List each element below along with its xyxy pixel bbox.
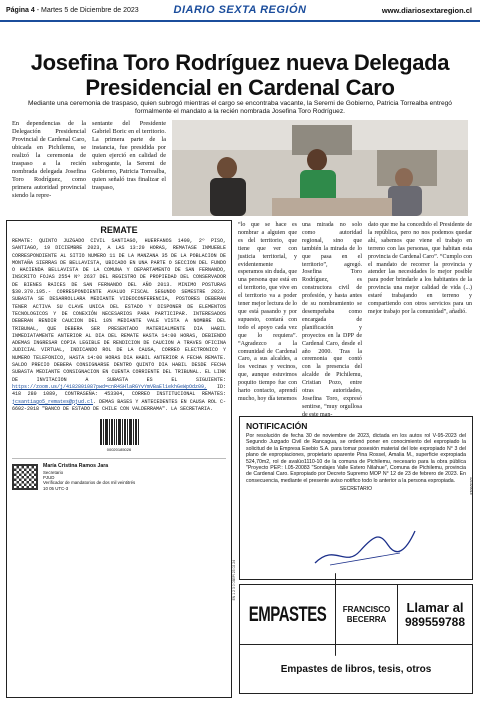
advert-tagline: Empastes de libros, tesis, otros [280, 664, 432, 675]
barcode-icon [94, 419, 144, 445]
call-label: Llamar al [406, 600, 464, 615]
remate-text-1: REMATE: QUINTO JUZGADO CIVIL SANTIAGO, HUERFANOS 1409, 2º PISO, SANTIAGO, 19 DICIEMBRE 2023, A LAS 13:20 HORAS, REMATASE INMUEBLE CORRESPONDIENTE AL SITIO NUMERO 11 DE LA MANZANA 35 DE LA POBLACION DE MONTAÑA SIERRAS DE BELLAVISTA, UBICADO EN UNA PARTE O SECCION DEL FUNDO O HACIENDA BELLAVISTA DE LA COMUNA Y DEPARTAMENTO DE SAN FERNANDO, INSCRITO FOJAS 2554 Nº 2637 DEL REGISTRO DE PROPIEDAD DEL CONSERVADOR DE BIENES RAICES DE SAN FERNANDO DEL AÑO 2013. MINIMO POSTURAS $30.370.195.- CORRESPONDIENTE AVALUO FISCAL SEGUNDO SEMESTRE 2023. SUBASTA SE DESARROLLARA MEDIANTE VIDEOCONFERENCIA, POSTORES DEBERAN TENER ACTIVA SU CLAVE UNICA DEL ESTADO Y DISPONER DE ELEMENTOS TECNOLOGICOS Y DE CONEXIÓN NECESARIOS PARA PARTICIPAR. INTERESADOS DEBERAN RENDIR CAUCION DEL 10% MEDIANTE VALE VISTA A NOMBRE DEL TRIBUNAL, QUE DEBERA SER PRESENTADO MATERIALMENTE DIA HABIL INMEDIATAMENTE ANTERIOR AL DIA DEL REMATE HASTA 14:00 HORAS, DEBIENDO ADEMAS INGRESAR COPIA LEGIBLE DE RENDICION DE CAUCION A TRAVES OFICINA JUDICIAL VIRTUAL, INDICANDO ROL DE LA CAUSA, CORREO ELECTRONICO Y NUMERO TELEFONICO, HASTA 14:00 HORAS DIA HABIL ANTERIOR A FECHA REMATE. SALDO PRECIO DEBERA CONSIGNARSE DENTRO QUINTO DIA HABIL DESDE FECHA SUBASTA MEDIANTE CONSIGNACION EN CUENTA CORRIENTE DEL TRIBUNAL. EL LINK DE INVITACION A SUBASTA ES EL SIGUIENTE: [12, 238, 226, 383]
zoom-link[interactable]: https://zoom.us/j/4182801087pwd=cnR4SHlaRGYvYmVBaEl1ekhGeWpOdz09, [12, 383, 208, 390]
notification-side-code: 121320018 [469, 477, 473, 495]
article-column-2: sentante del Presidente Gabriel Boric en el territorio. La primera parte de la instancia, fue presidida por quien ejerció en calidad de subrogante, la Seremi de Gobierno, Patricia Torrealba, quien señaló tras finalizar el traspaso, [92, 120, 166, 191]
signer-note: Verificador de mandatorios de dos mil veintitrés [43, 480, 136, 486]
page-number: Página 4 [6, 6, 35, 14]
remate-text-3: . DEMAS BASES Y ANTECEDENTES EN CAUSA ROL C-6602-2018 "BANCO DE ESTADO DE CHILE CON VALDERRAMA". LA SECRETARIA. [12, 398, 226, 412]
signature-text [43, 463, 135, 491]
signer-role: Secretario [43, 469, 64, 475]
article-column-1: En dependencias de la Delegación Presidencial Provincial de Cardenal Caro, ubicada en Pichilemu, se realizó la ceremonia de traspaso a la recién nombrada delegada Josefina Toro Rodríguez, como primera autoridad provincial siendo la repre- [12, 120, 86, 199]
signer-org: PJUD [43, 474, 55, 480]
digital-signature [12, 458, 226, 491]
remate-body [12, 238, 226, 413]
advert-top-row [240, 585, 472, 645]
barcode-number: 00020185026 [106, 447, 132, 453]
article-column-5: dato que me ha concedido el Presidente de la república, pero no nos podemos quedar ahí, sabemos que viene el trabajo en terreno con las personas, que habitan esta provincia de Cardenal Caro”. “Cumplo con el mandato de recorrer la provincia y atender las necesidades lo mejor posible para poder brindarle a los habitantes de la provincia una mejor calidad de vida (...) estaré trabajando en terreno y compartiendo con otros servicios para un mejor trabajo por la comunidad”, añadió. [368, 222, 472, 315]
notification-body: Por resolución de fecha 30 de noviembre de 2023, dictada en los autos rol V-95-2023 del Segundo Juzgado Civil de Rancagua, se ordenó poner en conocimiento del expropiado la solicitud de la Empresa Esebio S.A. para tomar posesión material del lote expropiado N° 3 del plano de expropiaciones, propietario aparente Pina Rossel, Amalia M., superficie expropiada 524,70m2, rol de avalúo1110-10 de la comuna de Pichilemu, necesario para la obra pública "Proyecto PEP.: I.05-20083 "Sondajes Valle Estero Nilahue", Comuna de Pichilemu, provincia de Cardenal Caro. Expropiado por Decreto Supremo MOP N° 12 de 23 de febrero de 2023. En consecuencia, mediante el presente aviso notifico todo lo anterior a la persona expropiada. [246, 433, 466, 484]
remate-email-link[interactable]: jcsantiago5_remates@pjud.cl [12, 398, 94, 405]
owner-last-name: BECERRA [346, 614, 387, 624]
notification-title: NOTIFICACIÓN [246, 421, 308, 431]
remate-title: REMATE [100, 225, 138, 235]
page-date: - Martes 5 de Diciembre de 2023 [36, 6, 139, 14]
remate-text-2: ID: 418 280 1089, CONTRASEÑA: 453304, CORREO INSTITUCIONAL REMATES: [12, 383, 226, 398]
article-lede: Mediante una ceremonia de traspaso, quien subrogó mientras el cargo se encontraba vacante, la Seremi de Gobierno, Patricia Torrealba entregó formalmente el mandato a la recién nombrada Josefina Toro Rodríguez. [28, 100, 452, 115]
handwritten-signature-icon [310, 523, 420, 573]
owner-first-name: FRANCISCO [342, 604, 391, 614]
advert-call [398, 585, 472, 644]
notification-notice [239, 416, 473, 580]
signer-code: 10 05 UTC-3 [43, 485, 69, 491]
vertical-strip-code: EN 1 2 3 0 03EPI 23 02 24 [232, 560, 236, 601]
article-headline: Josefina Toro Rodríguez nueva Delegada Presidencial en Cardenal Caro [30, 50, 450, 100]
signer-name: María Cristina Ramos Jara [43, 463, 109, 470]
ceremony-photo [172, 120, 468, 216]
phone-number[interactable]: 989559788 [404, 615, 466, 629]
newspaper-brand: DIARIO SEXTA REGIÓN [173, 4, 307, 16]
advert-owner [336, 585, 398, 644]
site-url[interactable]: www.diariosextaregion.cl [381, 5, 472, 15]
page-info [0, 7, 150, 14]
article-column-3: “lo que se hace es nombrar a alguien que es del territorio, que tiene que ver con justicia territorial, y evidentemente esperamos sin duda, que una persona que está en el territorio, que vive en el territorio va a poder tener mejor lectura de lo que está pasando y por supuesto, contará con todo el apoyo cada vez que lo requiera”. “Agradezco a la comunidad de Cardenal Caro, a sus alcaldes, a los vecinas y vecinos, que, aunque estuvimos poquito tiempo fue con harto contacto, aprendí mucho, hoy día tenemos [238, 222, 297, 402]
article-column-4: una mirada no solo como autoridad regional, sino que también la mirada de lo que pasa en el territorio”, agregó. Josefina Toro Rodríguez, es constructora civil de profesión, y hasta antes de su nombramiento se desempeñaba como encargada de planificación y proyectos en la DPP de Cardenal Caro, desde el año 2000. Tras la ceremonia que contó con la presencia del alcalde de Pichilemu, Cristian Pozo, entre otras autoridades, Josefina Toro, expresó sentirse, “muy orgullosa de este man- [302, 222, 362, 418]
page-header [0, 0, 480, 22]
notification-footer: SECRETARIO [339, 486, 373, 493]
advert-brand: EMPASTES [240, 573, 336, 656]
remate-notice [6, 220, 232, 698]
empastes-advert [239, 584, 473, 694]
qr-code-icon [12, 464, 38, 490]
